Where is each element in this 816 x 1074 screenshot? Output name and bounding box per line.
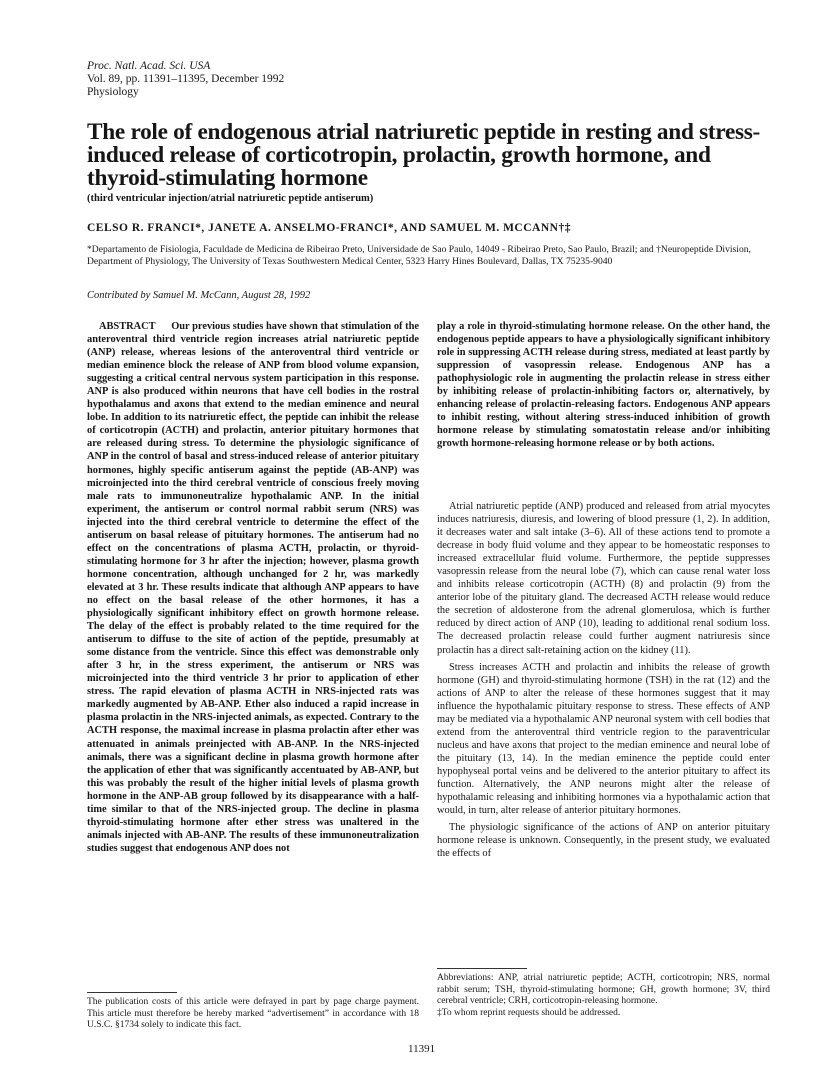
page-number: 11391 — [408, 1043, 436, 1055]
keywords-subtitle: (third ventricular injection/atrial natriuretic peptide antiserum) — [87, 193, 374, 204]
abstract-paragraph — [87, 320, 419, 855]
affiliations: *Departamento de Fisiologia, Faculdade de Medicina de Ribeirao Preto, Universidade de Sao Paulo, 14049 - Ribeirao Preto, Sao Paulo, Brazil; and †Neuropeptide Division, Department of Physiology, The University of Texas Southwestern Medical Center, 5323 Harry Hines Boulevard, Dallas, TX 75235-9040 — [87, 244, 751, 267]
abstract-text-right: play a role in thyroid-stimulating hormone release. On the other hand, the endogenous peptide appears to have a physiologically significant inhibitory role in suppressing ACTH release during stress, mediated at least partly by suppression of vasopressin release. Endogenous ANP has a pathophysiologic role in augmenting the prolactin release in stress either by inhibiting release of prolactin-inhibiting factors or, alternatively, by enhancing release of prolactin-releasing factors. Endogenous ANP appears to inhibit resting, without altering stress-induced inhibition of growth hormone release by stimulating somatostatin release and/or inhibiting growth hormone-releasing hormone release or by both actions. — [437, 321, 770, 450]
reprint-footnote: ‡To whom reprint requests should be addressed. — [437, 1007, 621, 1018]
abbreviations-text: Abbreviations: ANP, atrial natriuretic peptide; ACTH, corticotropin; NRS, normal rabbit serum; TSH, thyroid-stimulating hormone; GH, growth hormone; 3V, third cerebral ventricle; CRH, corticotropin-releasing hormone. — [437, 973, 770, 1007]
abstract-text-left: Our previous studies have shown that stimulation of the anteroventral third ventricle region increases atrial natriuretic peptide (ANP) release, whereas lesions of the anteroventral third ventricle or median eminence block the release of ANP from blood volume expansion, suggesting a critical central nervous system participation in this response. ANP is also produced within neurons that have cell bodies in the rostral hypothalamus and axons that extend to the median eminence and neural lobe. In addition to its natriuretic effect, the peptide can inhibit the release of corticotropin (ACTH) and prolactin, anterior pituitary hormones that are released during stress. To determine the physiologic significance of ANP in the control of basal and stress-induced release of anterior pituitary hormones, highly specific antiserum against the peptide (AB-ANP) was microinjected into the third cerebral ventricle of conscious freely moving male rats to immunoneutralize hypothalamic ANP. In the initial experiment, the antiserum or control normal rabbit serum (NRS) was injected into the third cerebral ventricle to determine the effect of the antiserum on basal release of pituitary hormones. The antiserum had no effect on the concentrations of plasma ACTH, prolactin, or thyroid-stimulating hormone for 3 hr after the injection; however, plasma growth hormone concentration, although unchanged for 2 hr, was markedly elevated at 3 hr. These results indicate that although ANP appears to have no effect on the basal release of the other hormones, it has a physiologically significant inhibitory effect on growth hormone release. The delay of the effect is probably related to the time required for the antiserum to diffuse to the site of action of the peptide, presumably at some distance from the ventricle. Since this effect was demonstrable only after 3 hr, in the stress experiment, the antiserum or NRS was microinjected into the third ventricle 3 hr prior to application of ether stress. The rapid elevation of plasma ACTH in NRS-injected rats was markedly augmented by AB-ANP. Ether also induced a rapid increase in plasma prolactin in the NRS-injected animals, as expected. Contrary to the ACTH response, the maximal increase in plasma prolactin after ether was attenuated in animals preinjected with AB-ANP. In the NRS-injected animals, there was a significant decline in plasma growth hormone after the application of ether that was significantly accentuated by AB-ANP, but this was probably the result of the higher initial levels of plasma growth hormone in the ANP-AB group followed by its disappearance with a half-time similar to that of the NRS-injected group. The decline in plasma thyroid-stimulating hormone after ether stress was unaltered in the animals injected with AB-ANP. The results of these immunoneutralization studies suggest that endogenous ANP does not — [87, 321, 419, 854]
body-column — [437, 500, 770, 860]
abbreviations-footnote — [437, 973, 770, 1019]
section-label: Physiology — [87, 86, 139, 98]
journal-header — [87, 60, 284, 99]
footnote-rule-left — [87, 992, 177, 993]
body-paragraph-3: The physiologic significance of the actions of ANP on anterior pituitary hormone release is unknown. Consequently, in the present study, we evaluated the effects of — [437, 822, 770, 860]
body-paragraph-1: Atrial natriuretic peptide (ANP) produced and released from atrial myocytes induces natriuresis, diuresis, and lowering of blood pressure (1, 2). In addition, it decreases water and salt intake (3–6). All of these actions tend to promote a decrease in body fluid volume and they appear to be homeostatic responses to increased extracellular fluid volume. Furthermore, the peptide suppresses vasopressin release from the neural lobe (7), which can cause renal water loss and inhibits release corticotropin (ACTH) (8) and prolactin (9) from the anterior lobe of the pituitary gland. The decreased ACTH release would reduce the secretion of aldosterone from the adrenal glomerulosa, which is further reduced by direct action of ANP (10), leading to additional renal sodium loss. The decreased prolactin release could further augment natriuresis since prolactin has a direct salt-retaining action on the kidney (11). — [437, 501, 770, 656]
abstract-label: ABSTRACT — [99, 321, 156, 332]
contributed-line: Contributed by Samuel M. McCann, August 28, 1992 — [87, 290, 311, 301]
volume-line: Vol. 89, pp. 11391–11395, December 1992 — [87, 73, 285, 85]
publication-costs-footnote: The publication costs of this article were defrayed in part by page charge payment. This article must therefore be hereby marked “advertisement” in accordance with 18 U.S.C. §1734 solely to indicate this fact. — [87, 997, 419, 1031]
abstract-right-column — [437, 320, 770, 450]
journal-name: Proc. Natl. Acad. Sci. USA — [87, 60, 211, 72]
body-paragraph-2: Stress increases ACTH and prolactin and inhibits the release of growth hormone (GH) and thyroid-stimulating hormone (TSH) in the rat (12) and the actions of ANP to alter the release of these hormones suggest that it may influence the hypothalamic pituitary response to stress. These effects of ANP may be mediated via a hypothalamic ANP neuronal system with cell bodies that extend from the anteroventral third ventricle region to the paraventricular nucleus and have axons that project to the median eminence and neural lobe of the pituitary (13, 14). In the median eminence the peptide could enter hypophyseal portal veins and be delivered to the anterior pituitary to affect its function. Alternatively, the ANP neurons might alter the release of hypothalamic releasing and inhibiting hormones via a hypothalamic action that would, in turn, alter release of anterior pituitary hormones. — [437, 661, 770, 817]
authors: CELSO R. FRANCI*, JANETE A. ANSELMO-FRANCI*, AND SAMUEL M. MCCANN†‡ — [87, 222, 571, 234]
abstract-left-column — [87, 320, 419, 855]
article-title: The role of endogenous atrial natriuretic peptide in resting and stress-induced release of corticotropin, prolactin, growth hormone, and thyroid-stimulating hormone — [87, 119, 760, 191]
footnote-rule-right — [437, 968, 527, 969]
